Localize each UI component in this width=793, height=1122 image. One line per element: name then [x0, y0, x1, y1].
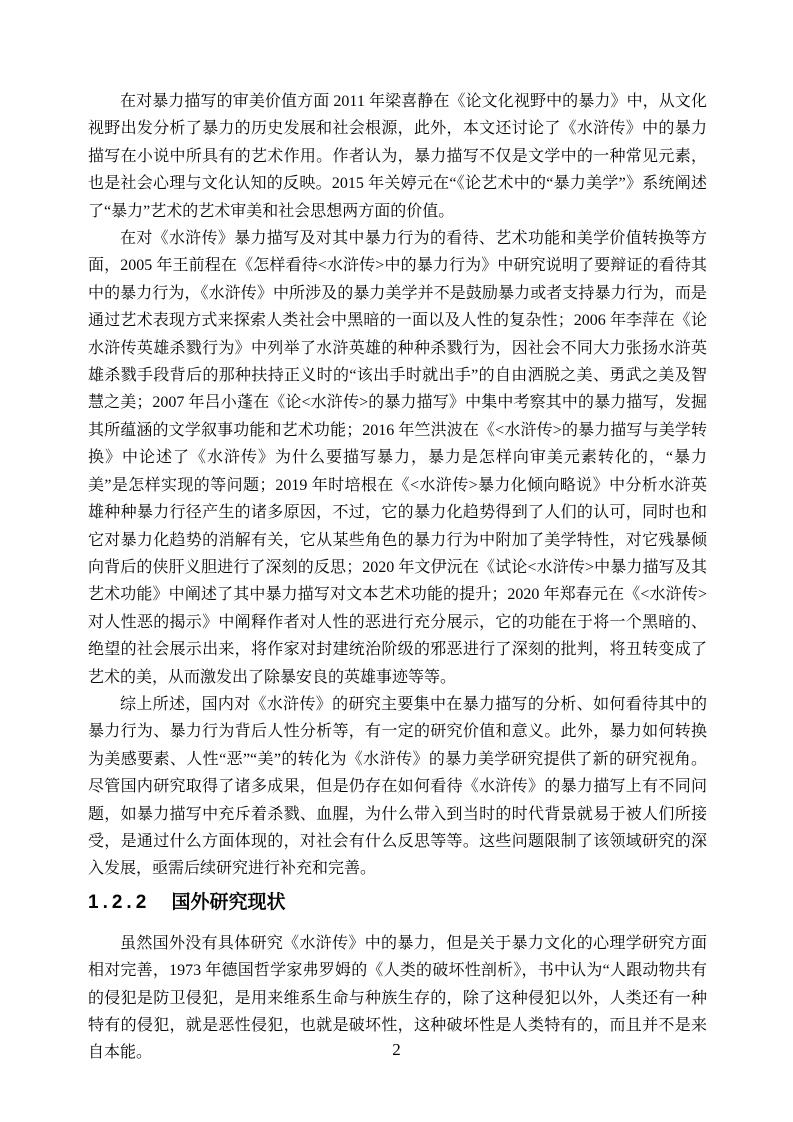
- paragraph-aesthetic-value: 在对暴力描写的审美价值方面 2011 年梁喜静在《论文化视野中的暴力》中，从文化视野出发分析了暴力的历史发展和社会根源，此外，本文还讨论了《水浒传》中的暴力描写在小说中所具有的艺术作用。作者认为，暴力描写不仅是文学中的一种常见元素，也是社会心理与文化认知的反映。2015 年关婷元在“《论艺术中的“暴力美学”》系统阐述了“暴力”艺术的艺术审美和社会思想两方面的价值。: [88, 93, 707, 220]
- section-heading: [88, 889, 707, 916]
- section-heading-number: 1.2.2: [88, 891, 151, 913]
- paragraph-summary: 综上所述，国内对《水浒传》的研究主要集中在暴力描写的分析、如何看待其中的暴力行为、暴力行为背后人性分析等，有一定的研究价值和意义。此外，暴力如何转换为美感要素、人性“恶”“美”的转化为《水浒传》的暴力美学研究提供了新的研究视角。尽管国内研究取得了诸多成果，但是仍存在如何看待《水浒传》的暴力描写上有不同问题，如暴力描写中充斥着杀戮、血腥，为什么带入到当时的时代背景就易于被人们所接受，是通过什么方面体现的，对社会有什么反思等等。这些问题限制了该领域研究的深入发展，亟需后续研究进行补充和完善。: [88, 695, 707, 878]
- paragraph-foreign-studies: 虽然国外没有具体研究《水浒传》中的暴力，但是关于暴力文化的心理学研究方面相对完善，1973 年德国哲学家弗罗姆的《人类的破坏性剖析》，书中认为“人跟动物共有的侵犯是防卫侵犯，是用来维系生命与种族生存的，除了这种侵犯以外，人类还有一种特有的侵犯，就是恶性侵犯，也就是破坏性，这种破坏性是人类特有的，而且并不是来自本能。: [88, 934, 707, 1062]
- page-content: [88, 88, 707, 1067]
- page-number: 2: [392, 1040, 401, 1059]
- paragraph-domestic-studies: 在对《水浒传》暴力描写及对其中暴力行为的看待、艺术功能和美学价值转换等方面，2005 年王前程在《怎样看待<水浒传>中的暴力行为》中研究说明了要辩证的看待其中的暴力行为，《水浒传》中所涉及的暴力美学并不是鼓励暴力或者支持暴力行为，而是通过艺术表现方式来探索人类社会中黑暗的一面以及人性的复杂性；2006 年李萍在《论水浒传英雄杀戮行为》中列举了水浒英雄的种种杀戮行为，因社会不同大力张扬水浒英雄杀戮手段背后的那种扶持正义时的“该出手时就出手”的自由洒脱之美、勇武之美及智慧之美；2007 年吕小蓬在《论<水浒传>的暴力描写》中集中考察其中的暴力描写，发掘其所蕴涵的文学叙事功能和艺术功能；2016 年竺洪波在《<水浒传>的暴力描写与美学转换》中论述了《水浒传》为什么要描写暴力，暴力是怎样向审美元素转化的，“暴力美”是怎样实现的等问题；2019 年时培根在《<水浒传>暴力化倾向略说》中分析水浒英雄种种暴力行径产生的诸多原因，不过，它的暴力化趋势得到了人们的认可，同时也和它对暴力化趋势的消解有关，它从某些角色的暴力行为中附加了美学特性，对它残暴倾向背后的侠肝义胆进行了深刻的反思；2020 年文伊沅在《试论<水浒传>中暴力描写及其艺术功能》中阐述了其中暴力描写对文本艺术功能的提升；2020 年郑春元在《<水浒传>对人性恶的揭示》中阐释作者对人性的恶进行充分展示，它的功能在于将一个黑暗的、绝望的社会展示出来，将作家对封建统治阶级的邪恶进行了深刻的批判，将丑转变成了艺术的美，从而激发出了除暴安良的英雄事迹等等。: [88, 230, 707, 686]
- section-heading-title: 国外研究现状: [171, 891, 286, 913]
